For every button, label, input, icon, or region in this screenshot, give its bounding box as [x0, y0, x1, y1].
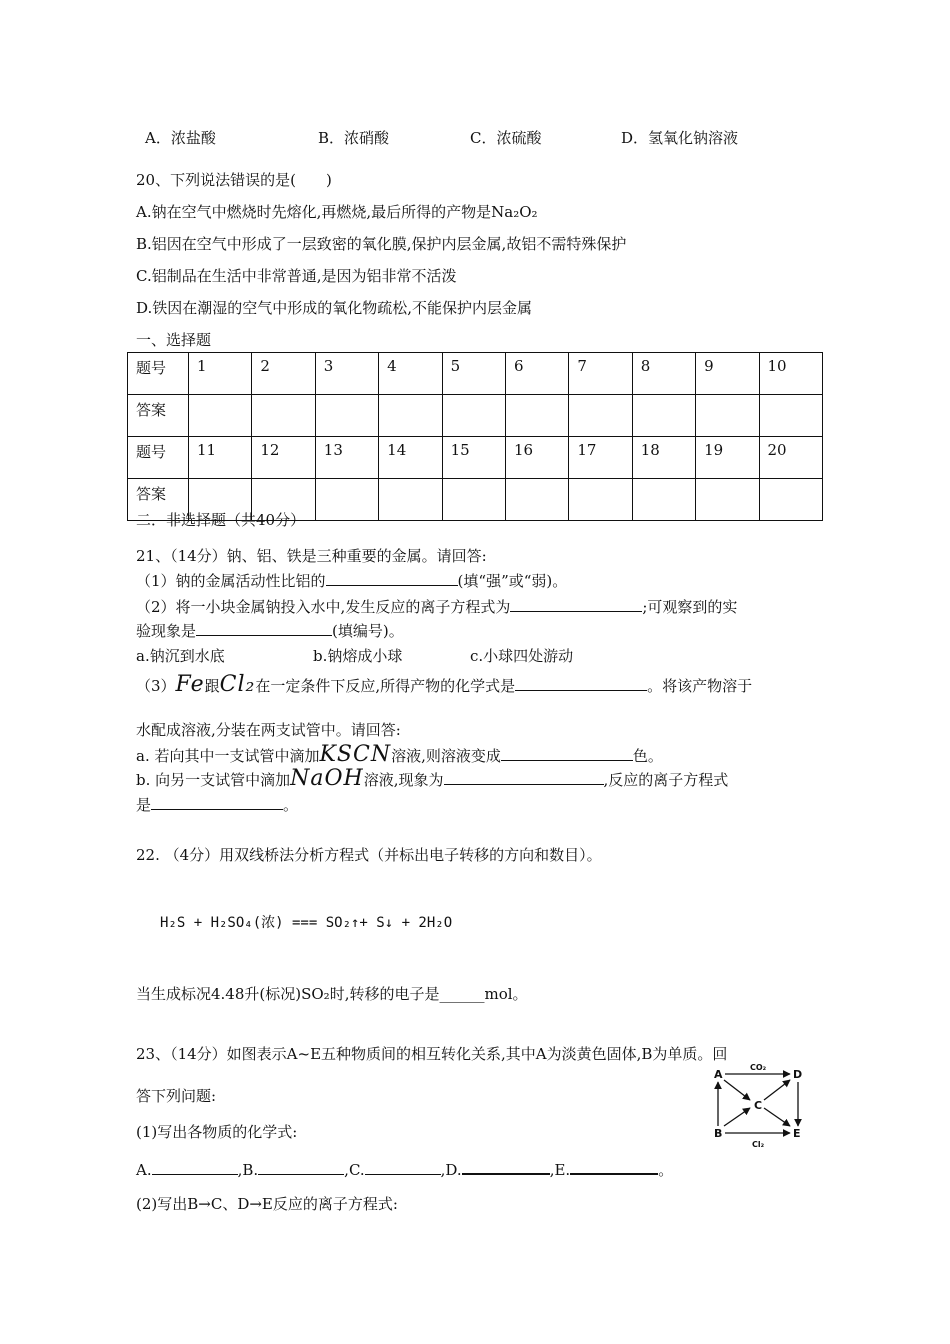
table-row [128, 353, 823, 395]
q20-option-b: B.铝因在空气中形成了一层致密的氧化膜,保护内层金属,故铝不需特殊保护 [136, 235, 627, 253]
answer-blank-d[interactable] [462, 1158, 550, 1175]
answer-cell[interactable] [315, 395, 378, 437]
cell-number: 10 [759, 353, 822, 395]
q21-sub-b-cont [136, 794, 298, 815]
q20-stem: 20、下列说法错误的是( ) [136, 171, 332, 189]
node-b: B [714, 1127, 723, 1140]
q19-option-d: D．氢氧化钠溶液 [621, 129, 739, 147]
answer-blank[interactable] [501, 745, 633, 761]
node-a: A [714, 1068, 723, 1081]
q21-part2-text3: 验现象是 [136, 622, 197, 640]
cell-number: 9 [696, 353, 759, 395]
q21-sub-a-text2: 溶液,则溶液变成 [391, 747, 501, 765]
arrow-b-to-c [724, 1108, 750, 1126]
label-a: A. [136, 1161, 152, 1179]
q21-sub-a-text3: 色。 [632, 747, 663, 765]
q21-sub-b-text: b. 向另一支试管中滴加 [136, 771, 291, 789]
q21-part2 [136, 596, 737, 617]
answer-cell[interactable] [759, 479, 822, 521]
answer-cell[interactable] [379, 395, 442, 437]
answer-cell[interactable] [569, 395, 632, 437]
answer-table [127, 352, 823, 521]
label-d: ,D. [440, 1161, 462, 1179]
q21-part1-hint: (填“强”或“弱)。 [457, 572, 568, 590]
q21-choice-a: a.钠沉到水底 [136, 647, 225, 665]
cell-number: 1 [189, 353, 252, 395]
q23-part2: (2)写出B→C、D→E反应的离子方程式: [136, 1195, 398, 1213]
label-number: 题号 [128, 437, 189, 479]
q21-part3-text: （3） [136, 677, 176, 695]
q21-part3-text3: 。将该产物溶于 [647, 677, 753, 695]
q19-option-b: B．浓硝酸 [318, 129, 390, 147]
q21-choice-b: b.钠熔成小球 [313, 647, 403, 665]
formula-fe: Fe [175, 672, 205, 697]
section-choice-title: 一、选择题 [136, 331, 212, 349]
formula-cl2: Cl₂ [219, 672, 256, 697]
table-row [128, 395, 823, 437]
q21-sub-b-text4: 是 [136, 796, 152, 814]
arrow-c-to-e [764, 1108, 790, 1126]
formula-kscn: KSCN [319, 742, 392, 767]
conversion-diagram [712, 1062, 804, 1148]
q21-choice-c: c.小球四处游动 [470, 647, 574, 665]
node-c: C [754, 1099, 763, 1112]
q22-follow-unit: mol。 [484, 985, 528, 1003]
q21-sub-b [136, 766, 728, 793]
answer-blank-a[interactable] [152, 1159, 238, 1175]
cell-number: 16 [505, 437, 568, 479]
label-answer: 答案 [128, 479, 189, 521]
label-number: 题号 [128, 353, 189, 395]
q23-stem-cont: 答下列问题: [136, 1087, 217, 1105]
answer-blank-b[interactable] [258, 1159, 344, 1175]
q19-option-a: A．浓盐酸 [145, 129, 216, 147]
label-b: ,B. [237, 1161, 259, 1179]
label-answer: 答案 [128, 395, 189, 437]
answer-cell[interactable] [696, 395, 759, 437]
node-e: E [793, 1127, 801, 1140]
answer-cell[interactable] [252, 395, 315, 437]
answer-cell[interactable] [379, 479, 442, 521]
q22-stem: 22. （4分）用双线桥法分析方程式（并标出电子转移的方向和数目）。 [136, 846, 602, 864]
arrow-c-to-d [764, 1080, 790, 1100]
q23-part1: (1)写出各物质的化学式: [136, 1123, 298, 1141]
cell-number: 19 [696, 437, 759, 479]
cell-number: 15 [442, 437, 505, 479]
q21-part3-text2: 在一定条件下反应,所得产物的化学式是 [255, 677, 516, 695]
q20-option-a: A.钠在空气中燃烧时先熔化,再燃烧,最后所得的产物是Na₂O₂ [136, 203, 538, 221]
q21-part3-cont: 水配成溶液,分装在两支试管中。请回答: [136, 721, 401, 739]
cell-number: 4 [379, 353, 442, 395]
q20-option-c: C.铝制品在生活中非常普通,是因为铝非常不活泼 [136, 267, 457, 285]
cell-number: 8 [632, 353, 695, 395]
q21-sub-b-text2: 溶液,现象为 [363, 771, 444, 789]
answer-blank[interactable] [515, 675, 647, 691]
cell-number: 11 [189, 437, 252, 479]
table-row [128, 437, 823, 479]
cell-number: 17 [569, 437, 632, 479]
answer-blank[interactable] [326, 570, 458, 586]
q22-equation: H₂S + H₂SO₄(浓) === SO₂↑+ S↓ + 2H₂O [160, 915, 453, 931]
answer-blank[interactable] [444, 769, 604, 785]
q21-choices [136, 646, 225, 666]
q21-stem: 21、（14分）钠、铝、铁是三种重要的金属。请回答: [136, 547, 487, 565]
q23-formula-blanks [136, 1158, 673, 1180]
answer-cell[interactable] [505, 395, 568, 437]
answer-blank-e[interactable] [570, 1158, 658, 1175]
q21-part2-cont [136, 620, 404, 641]
cell-number: 6 [505, 353, 568, 395]
q19-option-c: C．浓硫酸 [470, 129, 542, 147]
answer-cell[interactable] [696, 479, 759, 521]
q21-sub-a-text: a. 若向其中一支试管中滴加 [136, 747, 320, 765]
answer-blank[interactable]: ______ [439, 985, 485, 1003]
answer-cell[interactable] [505, 479, 568, 521]
cell-number: 7 [569, 353, 632, 395]
answer-cell[interactable] [189, 395, 252, 437]
cell-number: 3 [315, 353, 378, 395]
answer-cell[interactable] [442, 395, 505, 437]
q21-sub-b-text5: 。 [283, 796, 299, 814]
answer-blank-c[interactable] [365, 1159, 441, 1175]
q21-part2-hint: (填编号)。 [332, 622, 404, 640]
q21-part2-text2: ;可观察到的实 [642, 598, 738, 616]
label-co2: CO₂ [750, 1063, 767, 1072]
label-e: ,E. [549, 1161, 571, 1179]
formula-naoh: NaOH [290, 766, 364, 791]
answer-cell[interactable] [315, 479, 378, 521]
cell-number: 12 [252, 437, 315, 479]
cell-number: 20 [759, 437, 822, 479]
q22-follow [136, 984, 528, 1004]
q21-part3-with: 跟 [204, 677, 220, 695]
label-c: ,C. [344, 1161, 365, 1179]
q20-option-d: D.铁因在潮湿的空气中形成的氧化物疏松,不能保护内层金属 [136, 299, 533, 317]
answer-blank[interactable] [510, 596, 642, 612]
label-cl2: Cl₂ [752, 1140, 765, 1148]
answer-blank[interactable] [151, 794, 283, 810]
answer-cell[interactable] [632, 479, 695, 521]
answer-cell[interactable] [759, 395, 822, 437]
cell-number: 2 [252, 353, 315, 395]
q21-sub-b-text3: ,反应的离子方程式 [603, 771, 729, 789]
label-end: 。 [658, 1161, 674, 1179]
cell-number: 18 [632, 437, 695, 479]
q21-part2-text: （2）将一小块金属钠投入水中,发生反应的离子方程式为 [136, 598, 511, 616]
q22-follow-text: 当生成标况4.48升(标况)SO₂时,转移的电子是 [136, 985, 440, 1003]
q21-sub-a [136, 742, 663, 769]
cell-number: 14 [379, 437, 442, 479]
q23-stem: 23、（14分）如图表示A~E五种物质间的相互转化关系,其中A为淡黄色固体,B为单质。回 [136, 1045, 728, 1063]
q21-part1-text: （1）钠的金属活动性比铝的 [136, 572, 326, 590]
q21-part1 [136, 570, 567, 591]
cell-number: 13 [315, 437, 378, 479]
answer-cell[interactable] [632, 395, 695, 437]
section-nonchoice-title: 二．非选择题（共40分） [136, 511, 306, 529]
arrow-a-to-c [724, 1080, 750, 1100]
node-d: D [793, 1068, 803, 1081]
answer-cell[interactable] [442, 479, 505, 521]
q21-part3 [136, 672, 752, 699]
answer-cell[interactable] [569, 479, 632, 521]
cell-number: 5 [442, 353, 505, 395]
answer-blank[interactable] [196, 620, 332, 636]
